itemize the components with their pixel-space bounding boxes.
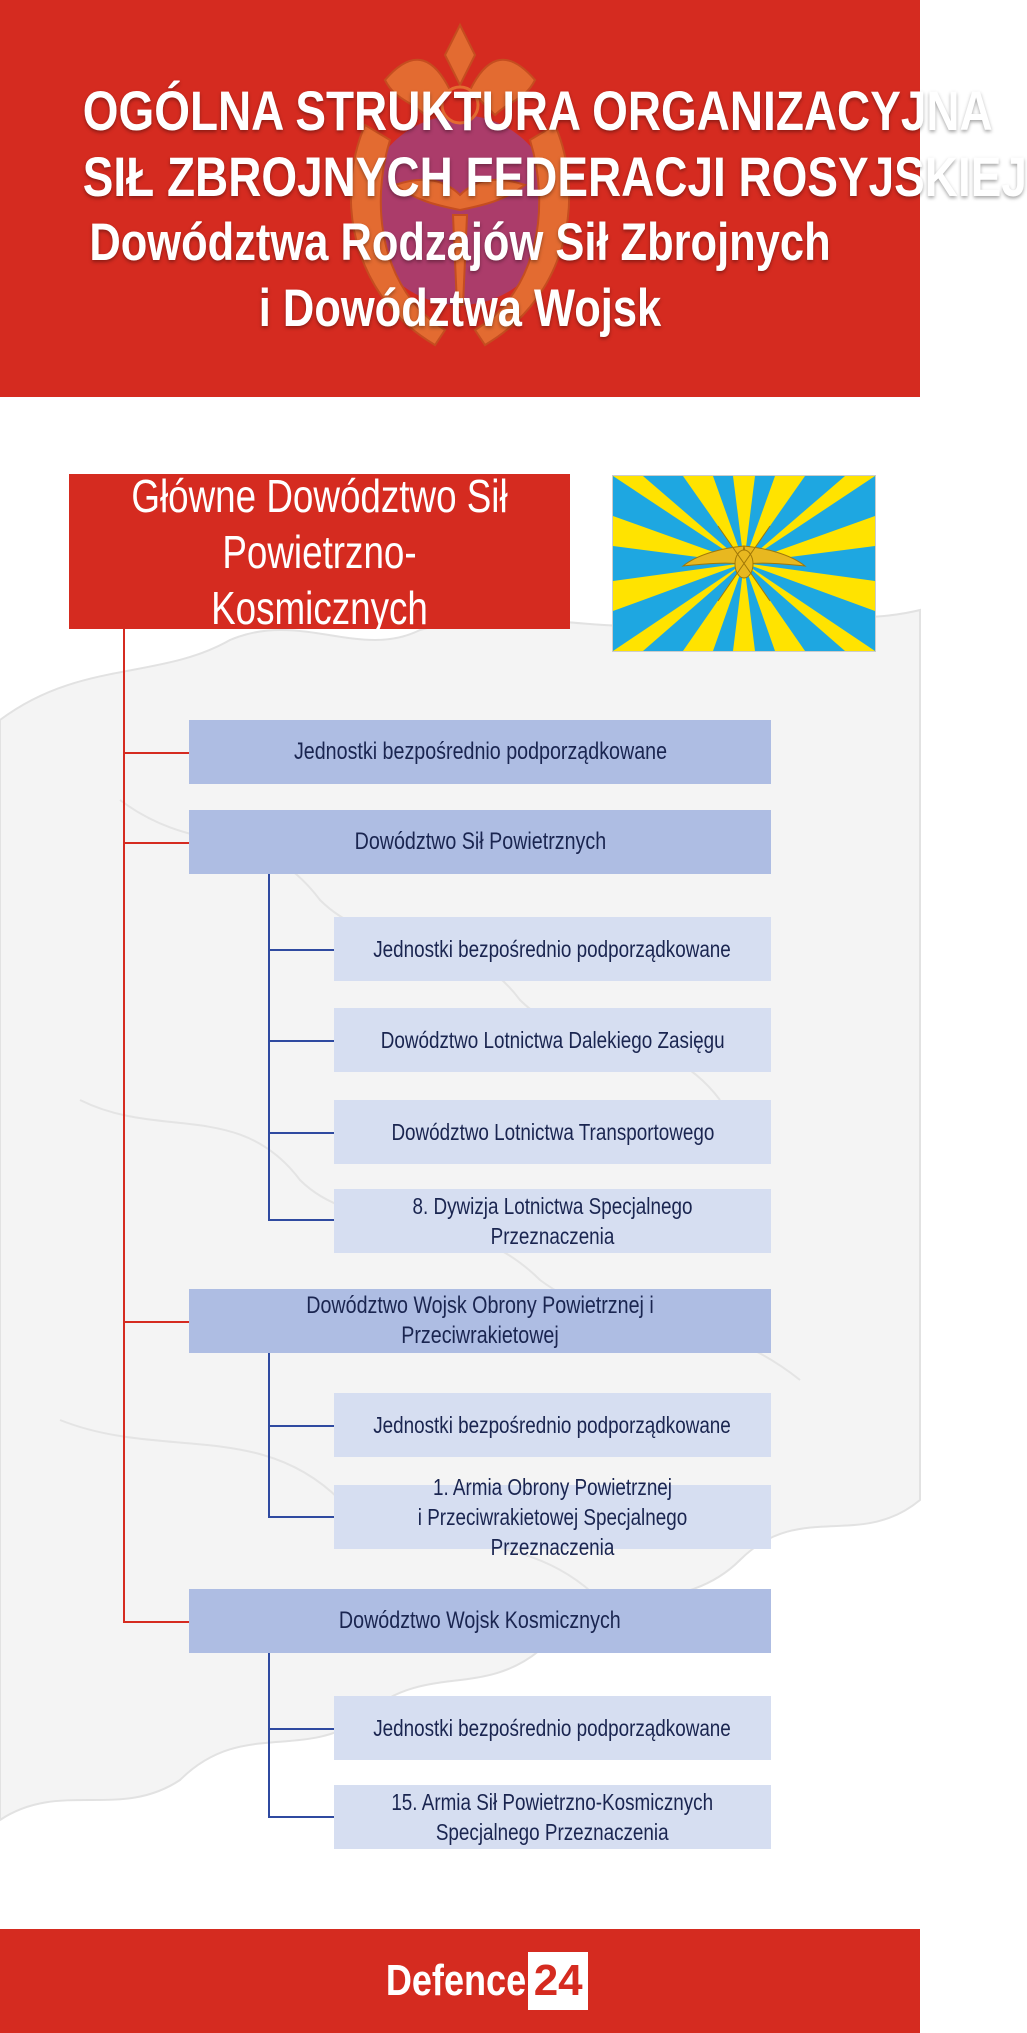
connector-branch [123,752,189,754]
node-space-forces-direct-units [334,1696,771,1760]
logo-word: Defence [385,1956,527,2005]
node-label: Dowództwo Sił Powietrznych [354,828,606,855]
connector-subbranch [268,1132,334,1134]
aerospace-forces-flag-icon [612,475,876,652]
connector-subbranch [268,1816,334,1818]
node-space-forces-command [189,1589,771,1653]
node-label: Dowództwo Lotnictwa Transportowego [391,1119,714,1145]
root-node-label: Główne Dowództwo Sił Powietrzno-Kosmicznych [131,469,508,634]
node-label: 8. Dywizja Lotnictwa Specjalnego Przeznaczenia [412,1193,693,1249]
node-label: Jednostki bezpośrednio podporządkowane [373,1715,732,1741]
title-line-4: i Dowództwa Wojsk [258,279,662,338]
title-line-1: OGÓLNA STRUKTURA ORGANIZACYJNA [82,79,993,142]
node-air-forces-direct-units [334,917,771,981]
connector-subbranch [268,1040,334,1042]
node-label: 15. Armia Sił Powietrzno-Kosmicznych Specjalnego Przeznaczenia [391,1789,714,1845]
root-node-main-command [69,469,570,634]
connector-subtrunk [268,874,270,1220]
connector-subbranch [268,1219,334,1221]
connector-subtrunk [268,1653,270,1817]
page-title [0,78,1027,342]
connector-subbranch [268,1516,334,1518]
node-air-forces-command [189,810,771,874]
footer-banner [0,1929,920,2033]
logo-number: 24 [528,1952,588,2010]
node-label: Jednostki bezpośrednio podporządkowane [373,936,732,962]
node-label: Jednostki bezpośrednio podporządkowane [373,1412,732,1438]
node-label: Dowództwo Lotnictwa Dalekiego Zasięgu [380,1027,725,1053]
connector-subbranch [268,1425,334,1427]
node-15th-aerospace-army [334,1785,771,1849]
node-air-defence-direct-units [334,1393,771,1457]
node-air-missile-defence-command [189,1289,771,1353]
connector-subbranch [268,1728,334,1730]
node-label: Dowództwo Wojsk Obrony Powietrznej i Przeciwrakietowej [306,1292,654,1349]
connector-branch [123,1321,189,1323]
defence24-logo[interactable] [355,1949,588,2013]
node-label: 1. Armia Obrony Powietrznej i Przeciwrakietowej Specjalnego Przeznaczenia [417,1474,688,1560]
node-direct-units [189,720,771,784]
connector-subtrunk [268,1353,270,1517]
connector-branch [123,842,189,844]
connector-subbranch [268,949,334,951]
title-line-2: SIŁ ZBROJNYCH FEDERACJI ROSYJSKIEJ [82,145,1027,208]
node-label: Dowództwo Wojsk Kosmicznych [339,1607,621,1634]
node-label: Jednostki bezpośrednio podporządkowane [293,738,667,765]
node-transport-aviation [334,1100,771,1164]
connector-trunk [123,629,125,1623]
node-8th-special-aviation-division [334,1189,771,1253]
node-long-range-aviation [334,1008,771,1072]
title-line-3: Dowództwa Rodzajów Sił Zbrojnych [89,213,831,272]
node-1st-air-missile-defence-army [334,1474,771,1560]
connector-branch [123,1621,189,1623]
header-banner [0,0,1027,397]
